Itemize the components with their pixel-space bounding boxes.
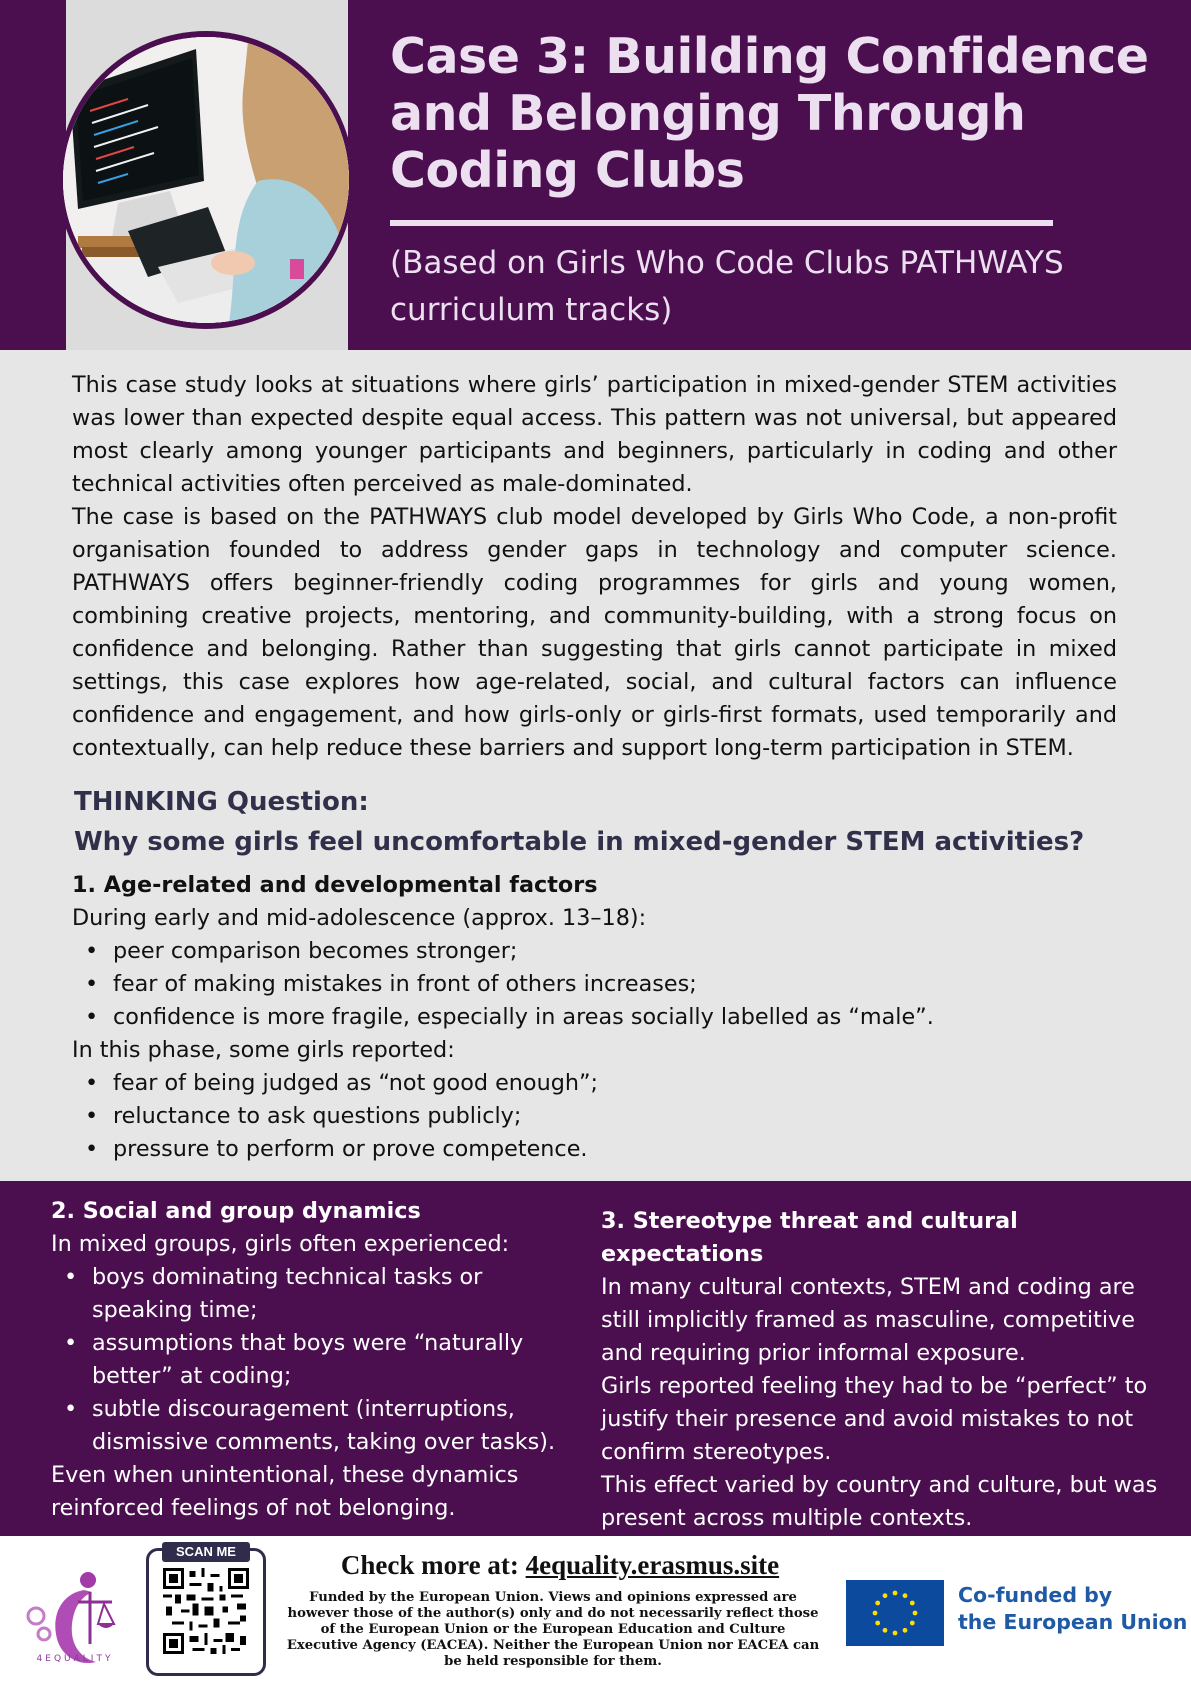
lower-band [0,1181,1191,1536]
section-paragraph: In many cultural contexts, STEM and coding are still implicitly framed as masculine, competitive and requiring prior informal exposure. [601,1274,1135,1366]
bullet-list [72,1067,1132,1166]
page-title: Case 3: Building Confidence and Belonging Through Coding Clubs [390,28,1149,199]
qr-code-icon[interactable] [163,1568,249,1654]
bullet-list [51,1261,571,1459]
eu-star-icon [875,1601,880,1606]
intro-paragraph-2: The case is based on the PATHWAYS club model developed by Girls Who Code, a non-profit organisation founded to address gender gaps in technology and computer science. PATHWAYS offers beginner-friendly coding programmes for girls and young women, combining creative projects, mentoring, and community-building, with a strong focus on confidence and belonging. Rather than suggesting that girls cannot participate in mixed settings, this case explores how age-related, social, and cultural factors can influence confidence and engagement, and how girls-only or girls-first formats, used temporarily and contextually, can help reduce these barriers and support long-term participation in STEM. [72,504,1117,761]
list-item: • assumptions that boys were “naturally better” at coding; [51,1327,571,1393]
bullet-list [72,935,1132,1034]
thinking-question-text: Why some girls feel uncomfortable in mixed-gender STEM activities? [74,827,1085,857]
website-link[interactable]: 4equality.erasmus.site [525,1550,780,1580]
list-item: • pressure to perform or prove competence. [72,1133,1132,1166]
website-callout [280,1550,840,1581]
eu-cofunded-line-2: the European Union [958,1610,1188,1634]
intro-paragraph-1: This case study looks at situations where girls’ participation in mixed-gender STEM activities was lower than expected despite equal access. This pattern was not universal, but appeared most clearly among younger participants and beginners, particularly in coding and other technical activities often perceived as male-dominated. [72,372,1117,497]
list-item: • fear of making mistakes in front of others increases; [72,968,1132,1001]
section-lead: During early and mid-adolescence (approx. 13–18): [72,905,647,931]
section-social-dynamics [51,1195,571,1525]
eu-star-icon [883,1593,888,1598]
eu-star-icon [893,1631,898,1636]
scan-me-label: SCAN ME [162,1542,250,1562]
section-lead: In this phase, some girls reported: [72,1037,455,1063]
section-closing: Even when unintentional, these dynamics reinforced feelings of not belonging. [51,1462,519,1521]
eu-cofunded-line-1: Co-funded by [958,1583,1113,1607]
intro-text [72,369,1117,765]
list-item: • confidence is more fragile, especially in areas socially labelled as “male”. [72,1001,1132,1034]
section-paragraph: This effect varied by country and culture, but was present across multiple contexts. [601,1472,1158,1531]
eu-cofunded-label [958,1582,1188,1636]
eu-star-icon [913,1611,918,1616]
header-photo [58,31,354,329]
section-lead: In mixed groups, girls often experienced: [51,1231,510,1257]
eu-star-icon [883,1628,888,1633]
title-divider [390,220,1053,226]
thinking-question [74,782,1134,862]
section-heading: 2. Social and group dynamics [51,1198,421,1224]
eu-star-icon [903,1593,908,1598]
eu-star-icon [873,1611,878,1616]
section-age-factors [72,869,1132,1166]
page-subtitle: (Based on Girls Who Code Clubs PATHWAYS curriculum tracks) [390,245,1064,328]
section-stereotype-threat [601,1205,1161,1535]
website-callout-prefix: Check more at: [340,1550,526,1580]
section-paragraph: Girls reported feeling they had to be “perfect” to justify their presence and avoid mistakes to not confirm stereotypes. [601,1373,1148,1465]
list-item: • peer comparison becomes stronger; [72,935,1132,968]
eu-star-icon [903,1628,908,1633]
eu-star-icon [910,1601,915,1606]
list-item: • subtle discouragement (interruptions, dismissive comments, taking over tasks). [51,1393,571,1459]
header-banner [0,0,1191,350]
eu-star-icon [893,1591,898,1596]
eu-star-icon [910,1621,915,1626]
logo-wordmark: 4EQUALITY [36,1654,114,1664]
list-item: • reluctance to ask questions publicly; [72,1100,1132,1133]
eu-star-icon [875,1621,880,1626]
footer [0,1536,1191,1685]
list-item: • boys dominating technical tasks or speaking time; [51,1261,571,1327]
list-item: • fear of being judged as “not good enough”; [72,1067,1132,1100]
eu-flag-icon [846,1580,944,1646]
section-heading: 3. Stereotype threat and cultural expectations [601,1208,1018,1267]
section-heading: 1. Age-related and developmental factors [72,872,598,898]
eu-disclaimer: Funded by the European Union. Views and opinions expressed are however those of the author(s) only and do not necessarily reflect those of the European Union or the European Education and Culture Executive Agency (EACEA). Neither the European Union nor EACEA can be held responsible for them. [286,1590,820,1669]
thinking-label: THINKING Question: [74,787,369,817]
